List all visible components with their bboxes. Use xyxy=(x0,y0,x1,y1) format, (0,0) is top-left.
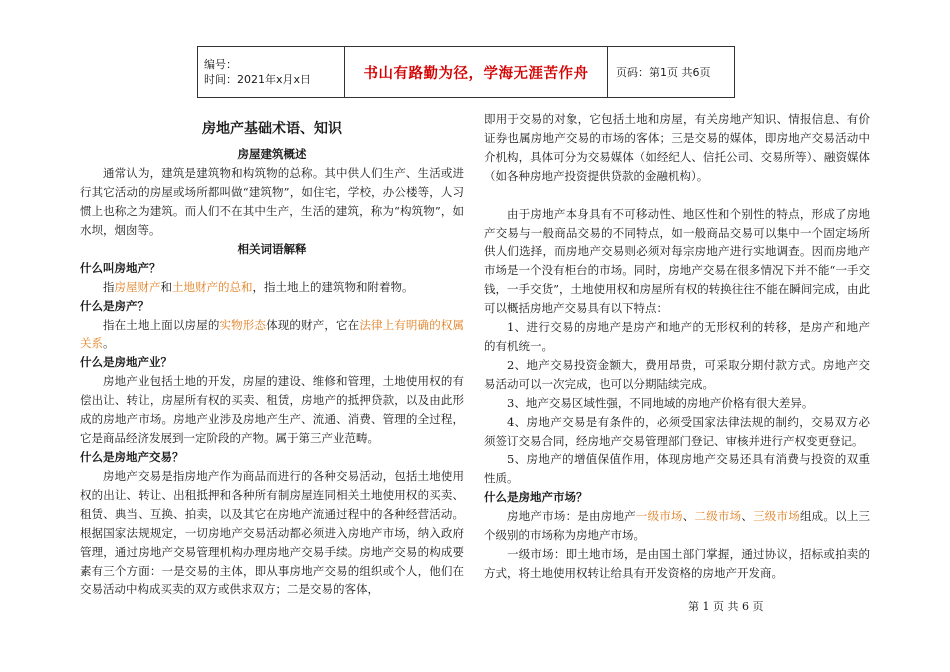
question-industry: 什么是房地产业？ xyxy=(80,355,172,370)
paragraph-transaction-features: 由于房地产本身具有不可移动性、地区性和个别性的特点，形成了房地产交易与一般商品交易的不同特点，如一般商品交易可以集中一个固定场所供人们选择，而房地产交易则必须对每宗房地产进行实地调查。因而房地产市场是一个没有柜台的市场。同时，房地产交易在很多情况下并不能“一手交钱，一手交货”，土地使用权和房屋所有权的转换往往不能在瞬间完成，由此可以概括房地产交易具有以下特点： xyxy=(484,206,870,316)
header-meta xyxy=(198,47,345,98)
highlight-term: 实物形态 xyxy=(219,317,267,332)
highlight-term: 三级市场 xyxy=(753,509,800,524)
header-table xyxy=(197,46,735,98)
date-label: 时间：2021年x月x日 xyxy=(204,73,312,86)
highlight-term: 土地财产的总和 xyxy=(172,279,253,294)
highlight-term: 法律上有明确的权属关系 xyxy=(80,317,465,351)
page-footer: 第 1 页 共 6 页 xyxy=(688,600,764,613)
paragraph-building-overview: 通常认为，建筑是建筑物和构筑物的总称。其中供人们生产、生活或进行其它活动的房屋或场所都叫做“建筑物”，如住宅，学校，办公楼等，人习惯上也称之为建筑。而人们不在其中生产，生活的建筑，称为“构筑物”，如水坝，烟囱等。 xyxy=(80,166,464,237)
right-column xyxy=(484,110,870,583)
feature-item: 4、房地产交易是有条件的，必须受国家法律法规的制约，交易双方必须签订交易合同，经房地产交易管理部门登记、审核并进行产权变更登记。 xyxy=(484,414,870,448)
feature-item: 2、地产交易投资金额大，费用昂贵，可采取分期付款方式。房地产交易活动可以一次完成，也可以分期陆续完成。 xyxy=(484,357,870,391)
section-heading-building: 房屋建筑概述 xyxy=(237,147,307,161)
highlight-term: 房屋财产 xyxy=(114,279,161,294)
paragraph-transaction-continued: 即用于交易的对象，它包括土地和房屋，有关房地产知识、情报信息、有价证券也属房地产交易的市场的客体；三是交易的媒体，即房地产交易活动中介机构，具体可分为交易媒体（如经纪人、信托公司、交易所等）、融资媒体（如各种房地产投资提供贷款的金融机构）。 xyxy=(484,112,870,183)
answer-primary-market: 一级市场：即土地市场，是由国土部门掌握，通过协议，招标或拍卖的方式，将土地使用权转让给具有开发资格的房地产开发商。 xyxy=(484,547,870,580)
feature-item: 5、房地产的增值保值作用，体现房地产交易还具有消费与投资的双重性质。 xyxy=(484,452,870,486)
document-title: 房地产基础术语、知识 xyxy=(202,121,342,137)
question-market: 什么是房地产市场？ xyxy=(484,490,588,505)
header-page-label: 页码：第1页 共6页 xyxy=(608,47,735,98)
header-motto: 书山有路勤为径，学海无涯苦作舟 xyxy=(345,47,608,98)
highlight-term: 二级市场 xyxy=(694,509,742,524)
section-heading-terms: 相关词语解释 xyxy=(237,241,307,256)
highlight-term: 一级市场 xyxy=(635,509,683,524)
answer-property: 指在土地上面以房屋的实物形态体现的财产，它在法律上有明确的权属关系。 xyxy=(80,317,465,351)
question-real-estate: 什么叫房地产？ xyxy=(80,260,161,275)
question-property: 什么是房产？ xyxy=(80,298,149,313)
answer-real-estate: 指房屋财产和土地财产的总和，指土地上的建筑物和附着物。 xyxy=(103,279,414,294)
answer-transaction: 房地产交易是指房地产作为商品而进行的各种交易活动，包括土地使用权的出让、转让、出租抵押和各种所有制房屋连同相关土地使用权的买卖、租赁、典当、互换、拍卖，以及其它在房地产流通过程中的各种经营活动。根据国家法规规定，一切房地产交易活动都必须进入房地产市场，纳入政府管理，通过房地产交易管理机构办理房地产交易手续。房地产交易的构成要素有三个方面：一是交易的主体，即从事房地产交易的组织或个人，他们在交易活动中构成买卖的双方或供求双方；二是交易的客体， xyxy=(80,468,464,597)
answer-industry: 房地产业包括土地的开发，房屋的建设、维修和管理，土地使用权的有偿出让、转让，房屋所有权的买卖、租赁，房地产的抵押贷款，以及由此形成的房地产市场。房地产业涉及房地产生产、流通、消费、管理的全过程，它是商品经济发展到一定阶段的产物。属于第三产业范畴。 xyxy=(80,374,464,446)
left-column xyxy=(80,116,464,599)
feature-item: 3、地产交易区域性强，不同地域的房地产价格有很大差异。 xyxy=(507,395,814,410)
number-label: 编号： xyxy=(204,58,237,71)
question-transaction: 什么是房地产交易？ xyxy=(80,449,184,464)
answer-market: 房地产市场：是由房地产一级市场、二级市场、三级市场组成。以上三个级别的市场称为房地产市场。 xyxy=(484,509,871,543)
feature-item: 1、进行交易的房地产是房产和地产的无形权利的转移，是房产和地产的有机统一。 xyxy=(484,320,870,353)
